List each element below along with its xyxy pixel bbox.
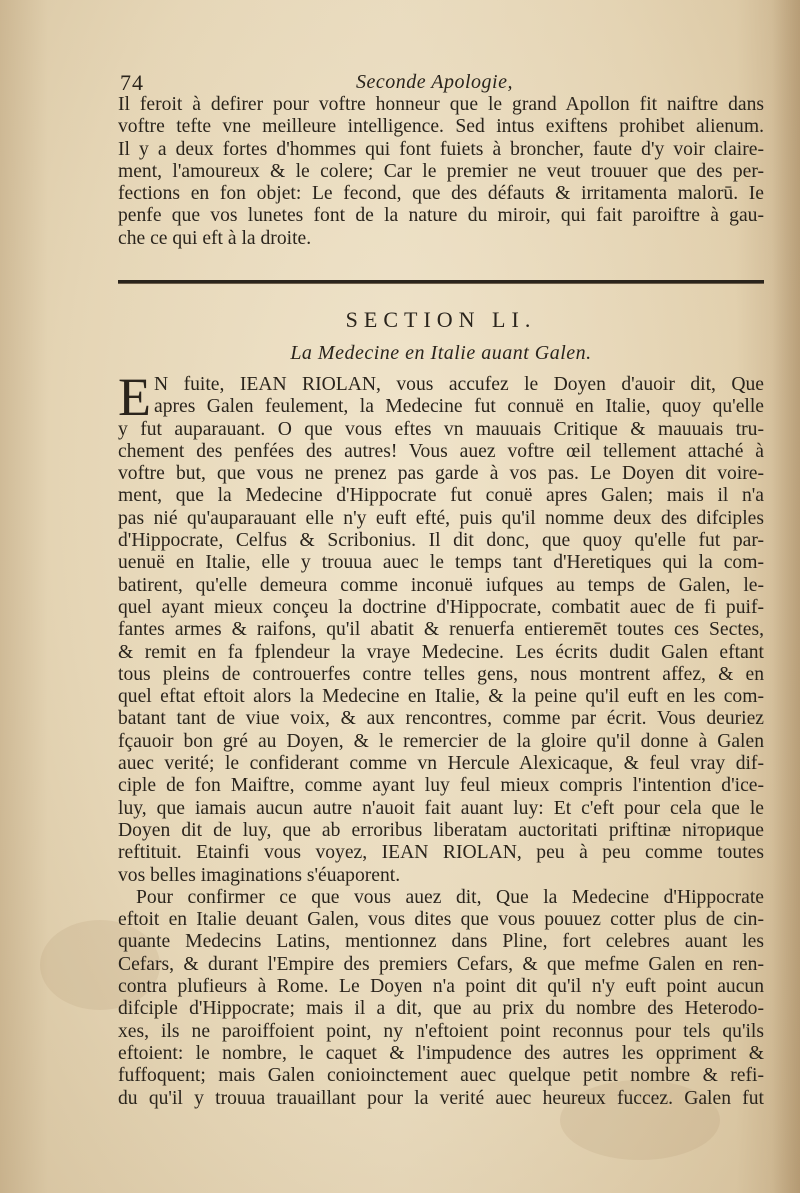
text-line: fçauoir bon gré au Doyen, & le remercier de la gloire qu'il donne à Galen — [118, 730, 764, 752]
text-line: che ce qui eft à la droite. — [118, 227, 312, 249]
text-line: difciple d'Hippocrate; mais il a dit, que au prix du nombre des Heterodo- — [118, 998, 764, 1020]
top-paragraph — [118, 94, 764, 250]
text-line: voftre but, que vous ne prenez pas garde à vos pas. Le Doyen dit voire- — [118, 463, 764, 485]
text-line: chement des penfées des autres! Vous auez voftre œil tellement attaché à — [118, 440, 764, 462]
drop-cap: E — [118, 367, 151, 427]
section-heading: SECTION LI. — [345, 307, 537, 332]
text-line: Il feroit à defirer pour voftre honneur que le grand Apollon fit naiftre dans — [118, 94, 764, 115]
text-line: fantes armes & raifons, qu'il abatit & renuerfa entieremēt toutes ces Sectes, — [118, 619, 764, 641]
text-line: pas nié qu'auparauant elle n'y euft efté, puis qu'il nomme deux des difciples — [118, 507, 764, 529]
text-line: & remit en fa fplendeur la vraye Medecine. Les écrits dudit Galen eftant — [118, 641, 764, 663]
text-line: auec verité; le confiderant comme vn Hercule Alexicaque, & feul vray dif- — [118, 753, 764, 775]
text-line: fuffoquent; mais Galen conioinctement auec quelque petit nombre & refi- — [118, 1065, 764, 1087]
text-line: eftoient: le nombre, le caquet & l'impudence des autres les oppriment & — [118, 1042, 764, 1064]
text-line: ment, l'amoureux & le colere; Car le premier ne veut trouuer que des per- — [118, 160, 764, 182]
text-line: Doyen dit de luy, que ab erroribus liberatam auctoritati priftinæ niториque — [118, 819, 764, 841]
text-line: luy, que iamais aucun autre n'auoit fait auant luy: Et c'eft pour cela que le — [118, 797, 764, 819]
text-line: N fuite, IEAN RIOLAN, vous accufez le Doyen d'auoir dit, Que — [154, 374, 764, 395]
text-line: vos belles imaginations s'éuaporent. — [118, 864, 401, 886]
text-line: ciple de fon Maiftre, comme ayant luy feul mieux compris l'intention d'ice- — [118, 775, 764, 797]
text-line: du qu'il y trouua trauaillant pour la verité auec heureux fuccez. Galen fut — [118, 1087, 764, 1109]
page-header — [120, 70, 680, 96]
section-divider-rule — [118, 280, 764, 284]
text-line: tous pleins de controuerfes contre telles gens, nous montrent affez, & en — [118, 663, 764, 685]
text-line: fections en fon objet: Le fecond, que des défauts & irritamenta malorū. Ie — [118, 183, 764, 205]
text-line: Cefars, & durant l'Empire des premiers Cefars, & que mefme Galen en ren- — [118, 953, 764, 975]
main-paragraph — [118, 367, 764, 1110]
text-line: batirent, qu'elle demeura comme inconuë iufques au temps de Galen, le- — [118, 574, 764, 596]
text-line: xes, ils ne paroiffoient point, ny n'eftoient point reconnus pour tels qu'ils — [118, 1020, 764, 1042]
text-line: quel ayant mieux conçeu la doctrine d'Hippocrate, combatit auec de fi puif- — [118, 596, 764, 618]
text-line: apres Galen feulement, la Medecine fut connuë en Italie, quoy qu'elle — [154, 396, 764, 418]
text-line: penfe que vos lunetes font de la nature du miroir, qui fait paroiftre à gau- — [118, 205, 764, 227]
text-line: y fut auparauant. O que vous eftes vn mauuais Critique & mauuais tru- — [118, 418, 764, 440]
text-line: Pour confirmer ce que vous auez dit, Que la Medecine d'Hippocrate — [136, 886, 764, 908]
text-line: quel eftat eftoit alors la Medecine en Italie, & la peine qu'il euft en les com- — [118, 686, 764, 708]
text-line: ment, que la Medecine d'Hippocrate fut conuë apres Galen; mais il n'a — [118, 485, 764, 507]
text-line: reftituit. Etainfi vous voyez, IEAN RIOLAN, peu à peu comme toutes — [118, 842, 764, 864]
text-line: contra plufieurs à Rome. Le Doyen n'a point dit qu'il n'y euft point aucun — [118, 976, 764, 998]
page-number: 74 — [120, 70, 144, 95]
text-line: voftre tefte vne meilleure intelligence. Sed intus exiftens prohibet alienum. — [118, 116, 764, 138]
page-edge-shadow — [772, 0, 800, 1193]
text-line: quante Medecins Latins, mentionnez dans Pline, fort celebres auant les — [118, 931, 764, 953]
text-line: Il y a deux fortes d'hommes qui font fuiets à broncher, faute d'y voir claire- — [118, 138, 764, 160]
text-line: uenuë en Italie, elle y trouua auec le temps tant d'Heretiques qui la com- — [118, 552, 764, 574]
text-line: d'Hippocrate, Celfus & Scribonius. Il dit donc, que quoy qu'elle fut par- — [118, 530, 764, 552]
section-subheading: La Medecine en Italie auant Galen. — [290, 342, 592, 364]
running-title: Seconde Apologie, — [356, 71, 513, 93]
text-line: eftoit en Italie deuant Galen, vous dites que vous pouuez cotter plus de cin- — [118, 909, 764, 931]
text-line: batant tant de viue voix, & aux rencontres, comme par écrit. Vous deuriez — [118, 708, 764, 730]
